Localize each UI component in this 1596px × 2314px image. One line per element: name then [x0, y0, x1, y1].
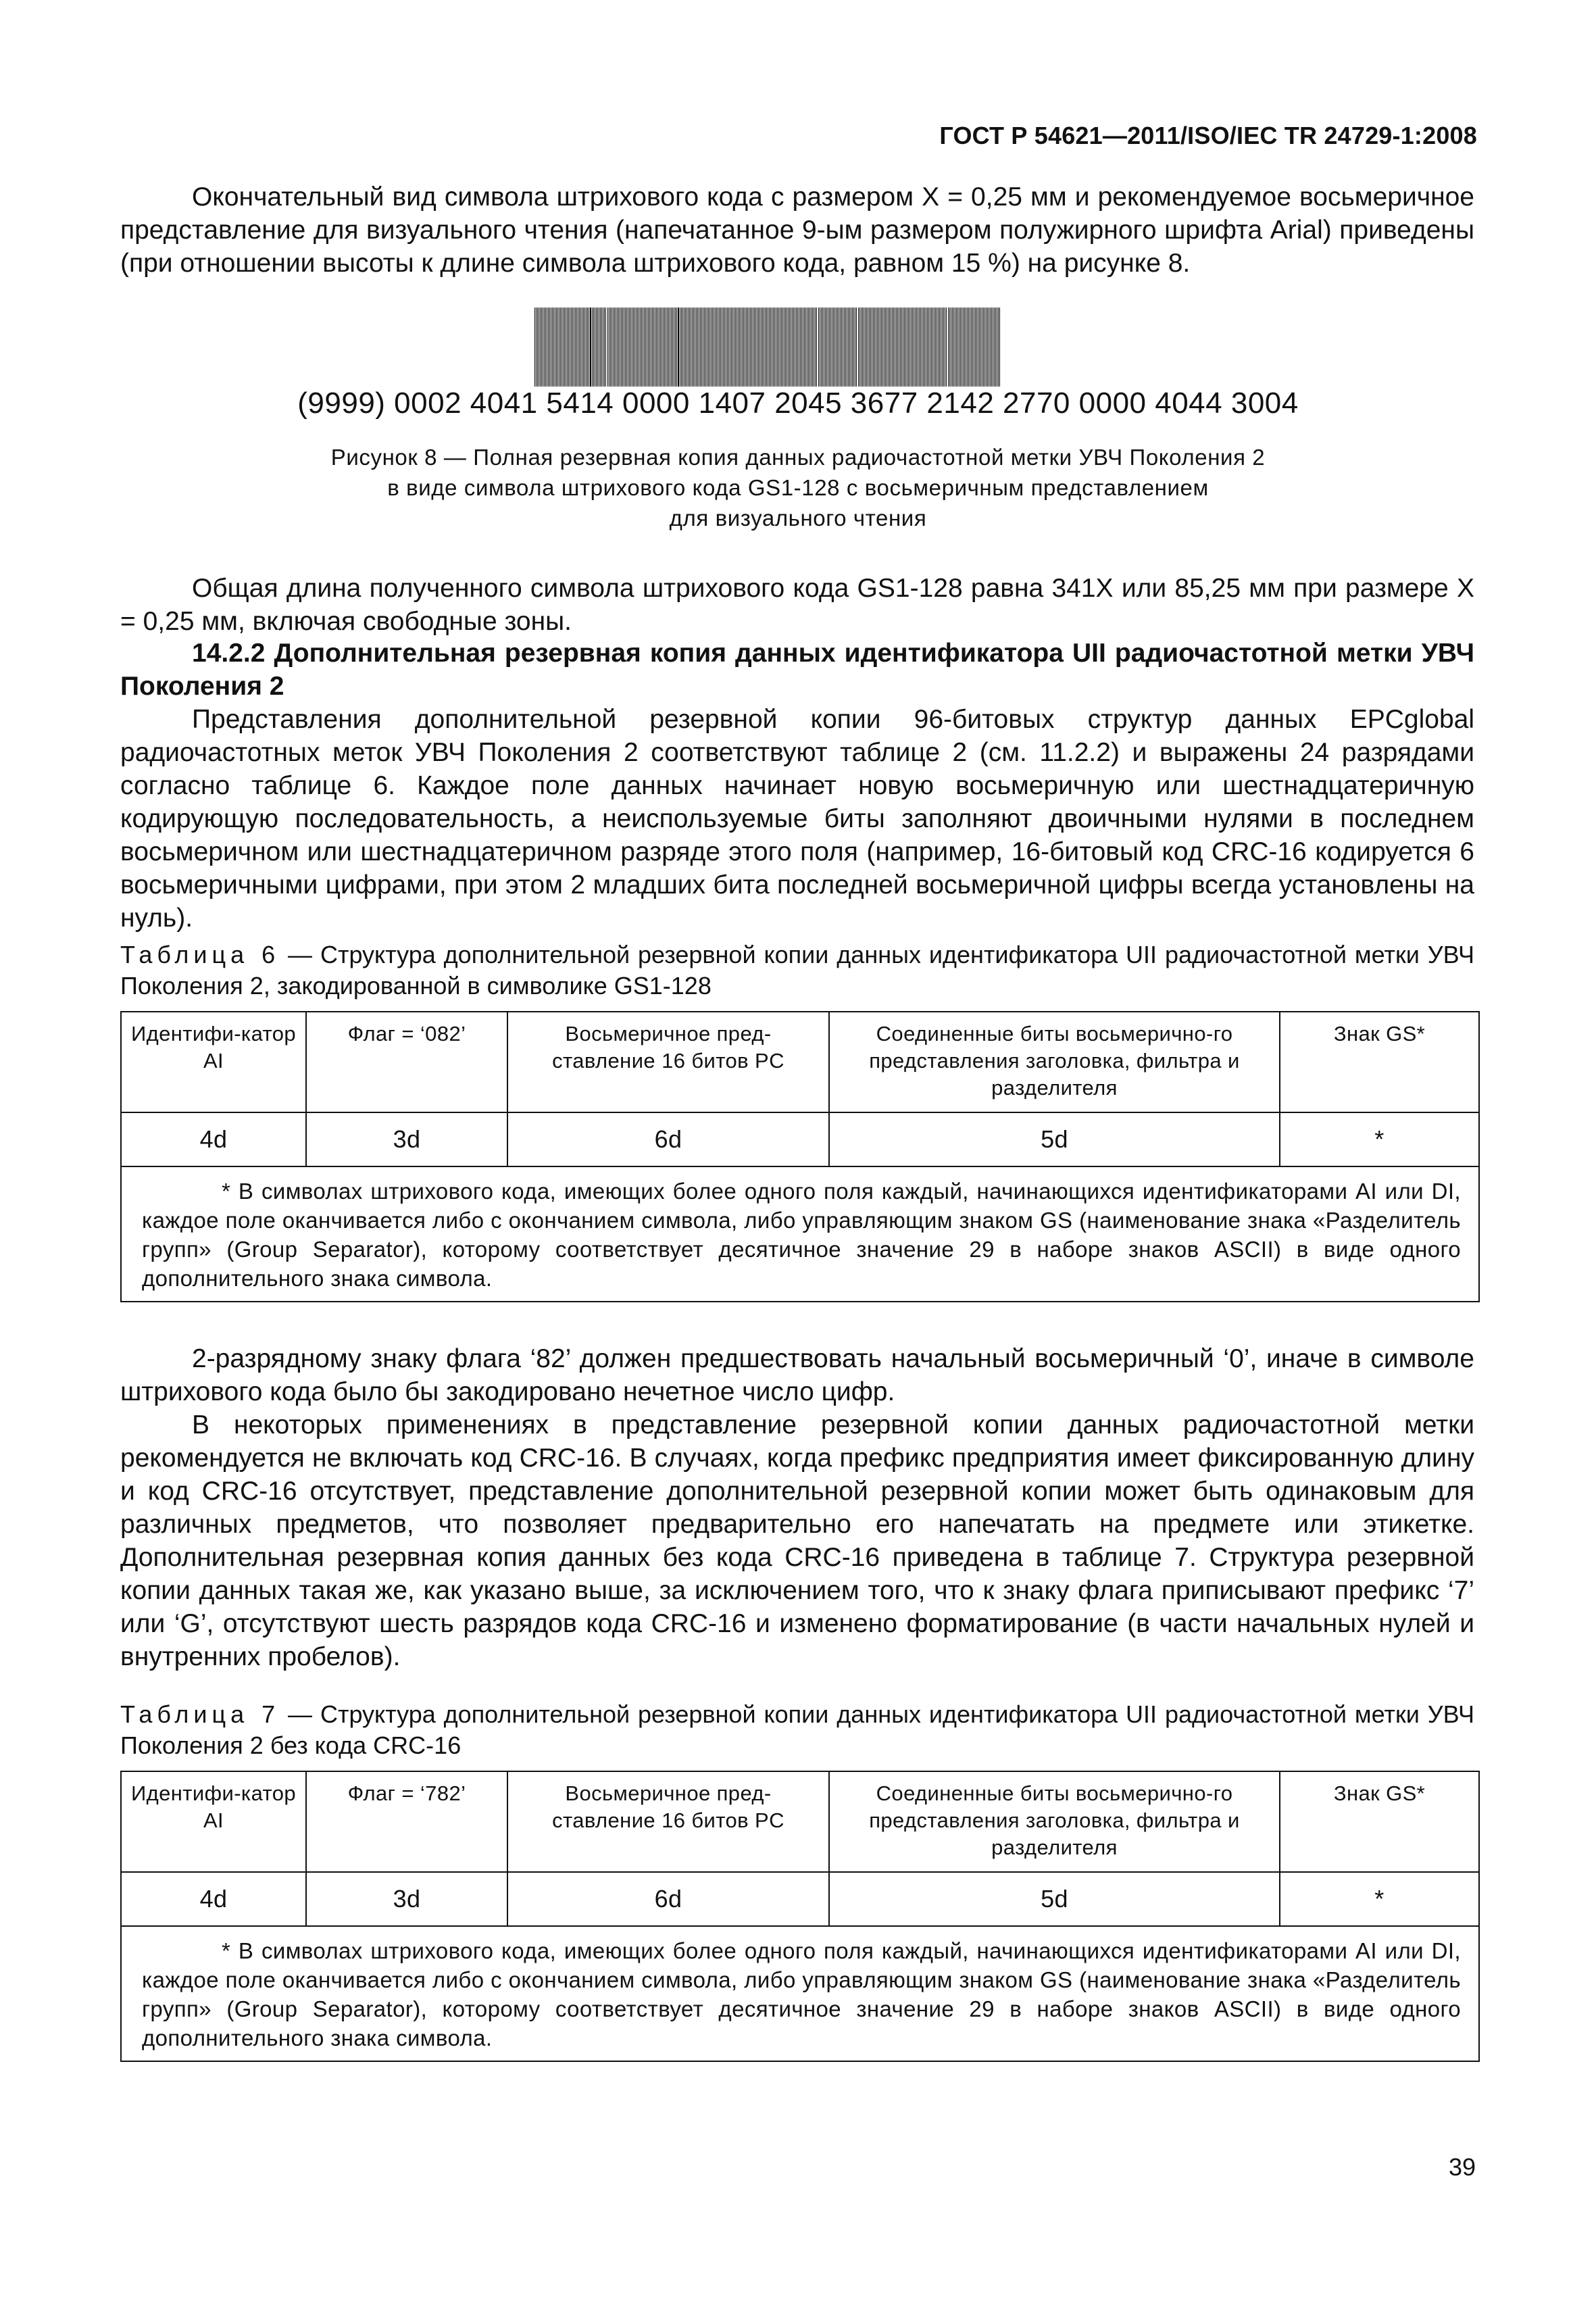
barcode-bar	[636, 307, 637, 387]
section-heading: 14.2.2 Дополнительная резервная копия данных идентификатора UII радиочастотной метки УВЧ Поколения 2	[120, 639, 1474, 701]
barcode-bar	[605, 307, 606, 387]
barcode-bar	[873, 307, 874, 387]
barcode-bar	[629, 307, 630, 387]
table-cell: 5d	[829, 1112, 1280, 1166]
barcode-bar	[592, 307, 593, 387]
barcode-bar	[789, 307, 790, 387]
barcode-bar	[614, 307, 615, 387]
barcode-bar	[963, 307, 964, 387]
barcode-bar	[681, 307, 682, 387]
barcode-bar	[657, 307, 658, 387]
barcode-bar	[845, 307, 846, 387]
barcode-bar	[980, 307, 981, 387]
intro-paragraph: Окончательный вид символа штрихового кода с размером X = 0,25 мм и рекомендуемое восьмеричное представление для визуального чтения (напечатанное 9-ым размером полужирного шрифта Arial) приведены (при отношении высоты к длине символа штрихового кода, равном 15 %) на рисунке 8.	[120, 182, 1474, 278]
barcode-bar	[626, 307, 627, 387]
barcode-bar	[759, 307, 760, 387]
barcode-bar	[773, 307, 774, 387]
barcode-bar	[688, 307, 689, 387]
barcode-bar	[761, 307, 762, 387]
barcode-bar	[924, 307, 925, 387]
barcode-bar	[972, 307, 973, 387]
barcode-bar	[990, 307, 991, 387]
barcode-bar	[853, 307, 854, 387]
barcode-bar	[856, 307, 857, 387]
barcode-bar	[536, 307, 537, 387]
barcode-bar	[738, 307, 739, 387]
barcode-bar	[796, 307, 797, 387]
barcode-bar	[885, 307, 886, 387]
barcode-bar	[572, 307, 573, 387]
table-cell: 3d	[306, 1872, 507, 1926]
barcode-bar	[836, 307, 837, 387]
barcode-bar	[928, 307, 929, 387]
barcode-bar	[844, 307, 845, 387]
barcode-bar	[765, 307, 766, 387]
barcode-bar	[785, 307, 786, 387]
barcode-bar	[644, 307, 645, 387]
barcode-bar	[705, 307, 706, 387]
barcode-bar	[986, 307, 987, 387]
barcode-bar	[939, 307, 940, 387]
barcode-bar	[840, 307, 841, 387]
barcode-bar	[724, 307, 725, 387]
barcode-bar	[675, 307, 676, 387]
table-cell: 4d	[121, 1112, 306, 1166]
barcode-bar	[825, 307, 826, 387]
barcode-bar	[731, 307, 732, 387]
barcode-bar	[943, 307, 944, 387]
barcode-bar	[920, 307, 921, 387]
barcode-bar	[637, 307, 638, 387]
barcode-bar	[656, 307, 657, 387]
barcode-bar	[716, 307, 717, 387]
table-header-cell: Флаг = ‘082’	[306, 1012, 507, 1112]
barcode-bar	[567, 307, 568, 387]
barcode-bar	[923, 307, 924, 387]
barcode-bar	[689, 307, 690, 387]
barcode-bar	[957, 307, 958, 387]
table6-label: Таблица 6	[120, 941, 280, 968]
table-cell: 4d	[121, 1872, 306, 1926]
barcode-bar	[948, 307, 949, 387]
barcode-bar	[909, 307, 910, 387]
table-header-cell: Флаг = ‘782’	[306, 1771, 507, 1872]
barcode-bar	[553, 307, 554, 387]
table7-label: Таблица 7	[120, 1700, 280, 1728]
barcode-bar	[861, 307, 862, 387]
barcode-bar	[743, 307, 744, 387]
barcode-bar	[754, 307, 755, 387]
barcode-bar	[952, 307, 953, 387]
barcode-bar	[949, 307, 950, 387]
barcode-bar	[751, 307, 752, 387]
barcode-bar	[634, 307, 635, 387]
barcode-bar	[911, 307, 912, 387]
barcode-bar	[712, 307, 713, 387]
barcode-bar	[587, 307, 588, 387]
barcode-bar	[770, 307, 771, 387]
barcode-bar	[693, 307, 694, 387]
table-footnote: * В символах штрихового кода, имеющих более одного поля каждый, начинающихся идентификаторами AI или DI, каждое поле оканчивается либо с окончанием символа, либо управляющим знаком GS (наименование знака «Разделитель групп» (Group Separator), которому соответствует десятичное значение 29 в наборе знаков ASCII) в виде одного дополнительного знака символа.	[121, 1166, 1479, 1302]
barcode-bar	[560, 307, 561, 387]
barcode-bar	[809, 307, 810, 387]
table-header-cell: Знак GS*	[1280, 1771, 1479, 1872]
barcode-bar	[557, 307, 558, 387]
barcode-bar	[859, 307, 860, 387]
barcode-bar	[968, 307, 969, 387]
barcode-bar	[692, 307, 693, 387]
barcode-bar	[617, 307, 618, 387]
barcode-bar	[927, 307, 928, 387]
barcode-bar	[931, 307, 932, 387]
barcode-bar	[727, 307, 728, 387]
barcode-bar	[987, 307, 988, 387]
barcode-bar	[579, 307, 580, 387]
barcode-bar	[815, 307, 816, 387]
barcode-bar	[676, 307, 677, 387]
barcode-bar	[878, 307, 879, 387]
table-cell: 6d	[507, 1112, 829, 1166]
barcode-bar	[552, 307, 553, 387]
table-header-cell: Соединенные биты восьмерично-го представления заголовка, фильтра и разделителя	[829, 1012, 1280, 1112]
barcode-bar	[604, 307, 605, 387]
barcode-bar	[942, 307, 943, 387]
barcode-bar	[912, 307, 913, 387]
barcode-bar	[652, 307, 653, 387]
barcode-bar	[575, 307, 576, 387]
page-number: 39	[1448, 2153, 1476, 2181]
table-header-cell: Идентифи-катор AI	[121, 1771, 306, 1872]
barcode-bar	[808, 307, 809, 387]
barcode-bar	[711, 307, 712, 387]
barcode-bar	[649, 307, 650, 387]
barcode-bar	[793, 307, 794, 387]
barcode-bar	[841, 307, 842, 387]
barcode-bar	[596, 307, 597, 387]
barcode-bar	[758, 307, 759, 387]
barcode-bar	[719, 307, 720, 387]
barcode-bar	[563, 307, 564, 387]
table7	[120, 1771, 1480, 2062]
barcode-bar	[852, 307, 853, 387]
barcode-bar	[746, 307, 747, 387]
barcode-bar	[812, 307, 813, 387]
barcode-bar	[874, 307, 875, 387]
barcode-bar	[830, 307, 831, 387]
table-header-cell: Идентифи-катор AI	[121, 1012, 306, 1112]
barcode-bar	[747, 307, 748, 387]
barcode-bar	[821, 307, 822, 387]
barcode-bar	[640, 307, 641, 387]
barcode-bar	[571, 307, 572, 387]
barcode-bar	[742, 307, 743, 387]
barcode-bar	[590, 307, 591, 387]
barcode-bar	[545, 307, 546, 387]
crc-paragraph: В некоторых применениях в представление резервной копии данных радиочастотной метки рекомендуется не включать код CRC-16. В случаях, когда префикс предприятия имеет фиксированную длину и код CRC-16 отсутствует, представление дополнительной резервной копии может быть одинаковым для различных предметов, что позволяет предварительно его напечатать на предмете или этикетке. Дополнительная резервная копия данных без кода CRC-16 приведена в таблице 7. Структура резервной копии данных такая же, как указано выше, за исключением того, что к знаку флага приписывают префикс ‘7’ или ‘G’, отсутствуют шесть разрядов кода CRC-16 и изменено форматирование (в части начальных нулей и внутренних пробелов).	[120, 1410, 1474, 1671]
barcode-bar	[708, 307, 709, 387]
barcode-bar	[865, 307, 866, 387]
barcode-bar	[967, 307, 968, 387]
barcode-bar	[869, 307, 870, 387]
barcode-bar	[600, 307, 601, 387]
barcode-bar	[668, 307, 669, 387]
barcode-bar	[610, 307, 611, 387]
barcode-bar	[704, 307, 705, 387]
barcode-bar	[534, 307, 535, 387]
barcode-bar	[801, 307, 802, 387]
barcode-bar	[762, 307, 763, 387]
barcode-bar	[715, 307, 716, 387]
barcode-bar	[953, 307, 954, 387]
barcode-bar	[804, 307, 805, 387]
barcode-bar	[685, 307, 686, 387]
table-row	[121, 1112, 1479, 1166]
barcode-bar	[671, 307, 672, 387]
barcode-bar	[995, 307, 996, 387]
barcode-bar	[537, 307, 538, 387]
table7-title-text: — Структура дополнительной резервной копии данных идентификатора UII радиочастотной метки УВЧ Поколения 2 без кода CRC-16	[120, 1700, 1474, 1759]
barcode-bar	[905, 307, 906, 387]
barcode-bar	[593, 307, 594, 387]
figure-caption: Рисунок 8 — Полная резервная копия данных радиочастотной метки УВЧ Поколения 2 в виде символа штрихового кода GS1-128 с восьмеричным представлением для визуального чтения	[330, 445, 1266, 531]
barcode-bar	[778, 307, 779, 387]
barcode-bar	[586, 307, 587, 387]
barcode-bar	[919, 307, 920, 387]
barcode-bar	[583, 307, 584, 387]
barcode-bar	[622, 307, 623, 387]
barcode-bar	[568, 307, 569, 387]
table-footnote: * В символах штрихового кода, имеющих более одного поля каждый, начинающихся идентификаторами AI или DI, каждое поле оканчивается либо с окончанием символа, либо управляющим знаком GS (наименование знака «Разделитель групп» (Group Separator), которому соответствует десятичное значение 29 в наборе знаков ASCII) в виде одного дополнительного знака символа.	[121, 1926, 1479, 2061]
barcode-bar	[774, 307, 775, 387]
table-cell: 6d	[507, 1872, 829, 1926]
barcode-bar	[641, 307, 642, 387]
gs1-128-barcode	[534, 307, 1001, 387]
barcode-bar	[618, 307, 619, 387]
table-header-cell: Соединенные биты восьмерично-го представления заголовка, фильтра и разделителя	[829, 1771, 1280, 1872]
barcode-bar	[613, 307, 614, 387]
standard-header: ГОСТ Р 54621—2011/ISO/IEC TR 24729-1:2008	[939, 122, 1477, 149]
barcode-bar	[915, 307, 916, 387]
barcode-bar	[769, 307, 770, 387]
barcode-bar	[766, 307, 767, 387]
table-header-row	[121, 1771, 1479, 1872]
table6	[120, 1011, 1480, 1302]
barcode-bar	[682, 307, 683, 387]
barcode-bar	[805, 307, 806, 387]
barcode-bar	[964, 307, 965, 387]
barcode-bar	[938, 307, 939, 387]
barcode-bar	[877, 307, 878, 387]
barcode-bar	[975, 307, 976, 387]
barcode-bar	[904, 307, 905, 387]
barcode-bar	[979, 307, 980, 387]
barcode-bar	[935, 307, 936, 387]
barcode-bar	[870, 307, 871, 387]
barcode-bar	[862, 307, 863, 387]
barcode-bar	[667, 307, 668, 387]
barcode-bar	[781, 307, 782, 387]
barcode-bar	[816, 307, 817, 387]
barcode-bar	[971, 307, 972, 387]
barcode-bar	[956, 307, 957, 387]
barcode-bar	[601, 307, 602, 387]
barcode-bar	[797, 307, 798, 387]
barcode-bar	[881, 307, 882, 387]
barcode-bar	[580, 307, 581, 387]
barcode-bar	[900, 307, 901, 387]
barcode-bar	[837, 307, 838, 387]
length-paragraph: Общая длина полученного символа штрихового кода GS1-128 равна 341X или 85,25 мм при размере X = 0,25 мм, включая свободные зоны.	[120, 574, 1474, 636]
barcode-bar	[678, 307, 679, 387]
barcode-bar	[897, 307, 898, 387]
barcode-bar	[630, 307, 631, 387]
barcode-bar	[822, 307, 823, 387]
barcode-bar	[700, 307, 701, 387]
barcode-bar	[755, 307, 756, 387]
barcode-bar	[648, 307, 649, 387]
barcode-bar	[732, 307, 733, 387]
barcode-bar	[811, 307, 812, 387]
flag-paragraph: 2-разрядному знаку флага ‘82’ должен предшествовать начальный восьмеричный ‘0’, иначе в символе штрихового кода было бы закодировано нечетное число цифр.	[120, 1344, 1474, 1406]
barcode-bar	[701, 307, 702, 387]
barcode-bar	[998, 307, 999, 387]
table7-title	[120, 1699, 1474, 1761]
barcode-bar	[625, 307, 626, 387]
barcode-bar	[834, 307, 835, 387]
barcode-bar	[697, 307, 698, 387]
barcode-bar	[728, 307, 729, 387]
section-body-paragraph: Представления дополнительной резервной копии 96-битовых структур данных EPCglobal радиочастотных меток УВЧ Поколения 2 соответствуют таблице 2 (см. 11.2.2) и выражены 24 разрядами согласно таблице 6. Каждое поле данных начинает новую восьмеричную или шестнадцатеричную кодирующую последовательность, а неиспользуемые биты заполняют двоичными нулями в последнем восьмеричном или шестнадцатеричном разряде этого поля (например, 16-битовый код CRC-16 кодируется 6 восьмеричными цифрами, при этом 2 младших бита последней восьмеричной цифры всегда установлены на нуль).	[120, 705, 1474, 933]
barcode-bar	[549, 307, 550, 387]
table-note-row	[121, 1926, 1479, 2061]
barcode-bar	[541, 307, 542, 387]
barcode-bar	[645, 307, 646, 387]
barcode-bar	[672, 307, 673, 387]
table-header-cell: Восьмеричное пред-ставление 16 битов PC	[507, 1771, 829, 1872]
barcode-bar	[833, 307, 834, 387]
table6-title	[120, 939, 1474, 1002]
barcode-bar	[723, 307, 724, 387]
barcode-bar	[999, 307, 1000, 387]
barcode-bar	[893, 307, 894, 387]
barcode-bar	[544, 307, 545, 387]
barcode-bar	[848, 307, 849, 387]
barcode-bar	[556, 307, 557, 387]
barcode-bar	[889, 307, 890, 387]
barcode-bar	[709, 307, 710, 387]
barcode-bar	[826, 307, 827, 387]
barcode-bar	[696, 307, 697, 387]
barcode-bar	[607, 307, 608, 387]
barcode-bar	[908, 307, 909, 387]
barcode-bar	[800, 307, 801, 387]
barcode-bar	[984, 307, 985, 387]
barcode-bar	[597, 307, 598, 387]
barcode-bar	[564, 307, 565, 387]
barcode-bar	[976, 307, 977, 387]
barcode-bar	[621, 307, 622, 387]
barcode-bar	[960, 307, 961, 387]
barcode-bar	[858, 307, 859, 387]
table-header-cell: Знак GS*	[1280, 1012, 1479, 1112]
barcode-bar	[739, 307, 740, 387]
table-header-row	[121, 1012, 1479, 1112]
barcode-bar	[849, 307, 850, 387]
barcode-bar	[818, 307, 819, 387]
table-row	[121, 1872, 1479, 1926]
barcode-bar	[788, 307, 789, 387]
barcode-bar	[829, 307, 830, 387]
barcode-bar	[660, 307, 661, 387]
barcode-bar	[777, 307, 778, 387]
barcode-bar	[946, 307, 947, 387]
barcode-bar	[540, 307, 541, 387]
barcode-bar	[663, 307, 664, 387]
barcode-bar	[866, 307, 867, 387]
barcode-bar	[792, 307, 793, 387]
barcode-bar	[896, 307, 897, 387]
barcode-bar	[735, 307, 736, 387]
table-cell: 5d	[829, 1872, 1280, 1926]
barcode-bar	[932, 307, 933, 387]
barcode-bar	[633, 307, 634, 387]
barcode-bar	[901, 307, 902, 387]
table-header-cell: Восьмеричное пред-ставление 16 битов PC	[507, 1012, 829, 1112]
table-cell: *	[1280, 1112, 1479, 1166]
barcode-bar	[750, 307, 751, 387]
barcode-bar	[994, 307, 995, 387]
barcode-bar	[983, 307, 984, 387]
barcode-bar	[548, 307, 549, 387]
barcode-bar	[653, 307, 654, 387]
barcode-bar	[720, 307, 721, 387]
barcode-human-readable-text: (9999) 0002 4041 5414 0000 1407 2045 3677 2142 2770 0000 4044 3004	[297, 387, 1299, 420]
barcode-bar	[584, 307, 585, 387]
barcode-bar	[892, 307, 893, 387]
table-cell: *	[1280, 1872, 1479, 1926]
barcode-bar	[888, 307, 889, 387]
table-cell: 3d	[306, 1112, 507, 1166]
barcode-bar	[882, 307, 883, 387]
table-note-row	[121, 1166, 1479, 1302]
barcode-bar	[916, 307, 917, 387]
table6-title-text: — Структура дополнительной резервной копии данных идентификатора UII радиочастотной метки УВЧ Поколения 2, закодированной в символике GS1-128	[120, 941, 1474, 1000]
barcode-bar	[782, 307, 783, 387]
barcode-bar	[576, 307, 577, 387]
barcode-bar	[664, 307, 665, 387]
barcode-bar	[991, 307, 992, 387]
